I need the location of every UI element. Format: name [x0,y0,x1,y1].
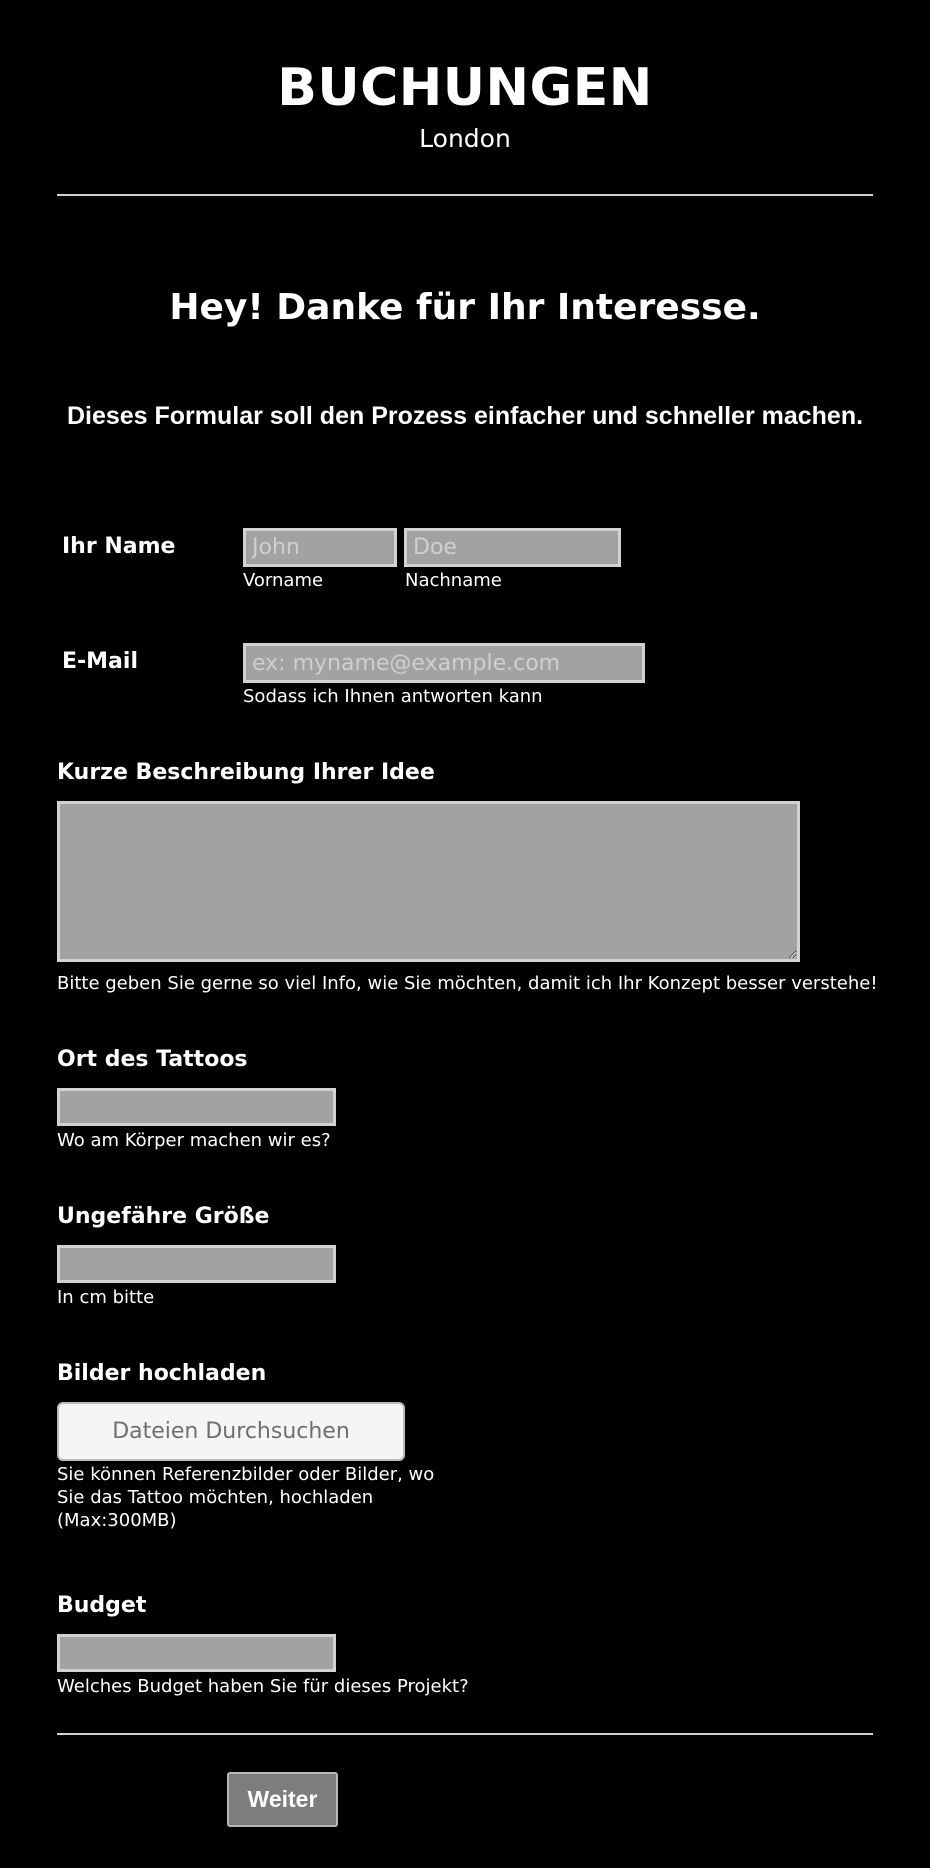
last-name-caption: Nachname [405,570,502,591]
budget-input[interactable] [57,1634,336,1672]
location-label: Ort des Tattoos [57,1047,248,1072]
page-title: BUCHUNGEN [277,58,653,118]
size-input[interactable] [57,1245,336,1283]
description-label: Kurze Beschreibung Ihrer Idee [57,760,435,785]
budget-help: Welches Budget haben Sie für dieses Projekt? [57,1676,469,1697]
description-help: Bitte geben Sie gerne so viel Info, wie Sie möchten, damit ich Ihr Konzept besser verstehe! [57,973,878,994]
email-help: Sodass ich Ihnen antworten kann [243,686,543,707]
upload-help-line-1: Sie können Referenzbilder oder Bilder, wo [57,1464,435,1485]
location-help: Wo am Körper machen wir es? [57,1130,331,1151]
size-help: In cm bitte [57,1287,155,1308]
size-label: Ungefähre Größe [57,1204,270,1229]
footer-divider [57,1733,873,1735]
upload-help-line-3: (Max:300MB) [57,1510,177,1531]
first-name-caption: Vorname [243,570,324,591]
page-subtitle: London [419,124,511,153]
description-textarea[interactable] [57,801,800,962]
email-input[interactable] [243,643,645,683]
budget-label: Budget [57,1593,147,1618]
intro-subheading: Dieses Formular soll den Prozess einfacher und schneller machen. [66,402,864,430]
upload-label: Bilder hochladen [57,1361,267,1386]
browse-files-button[interactable]: Dateien Durchsuchen [57,1402,405,1461]
upload-help-line-2: Sie das Tattoo möchten, hochladen [57,1487,374,1508]
next-button[interactable]: Weiter [227,1772,338,1827]
last-name-input[interactable] [404,528,621,567]
email-label: E-Mail [62,649,138,674]
location-input[interactable] [57,1088,336,1126]
intro-heading: Hey! Danke für Ihr Interesse. [169,287,761,328]
header-divider [57,194,873,196]
first-name-input[interactable] [243,528,397,567]
name-label: Ihr Name [62,534,176,559]
